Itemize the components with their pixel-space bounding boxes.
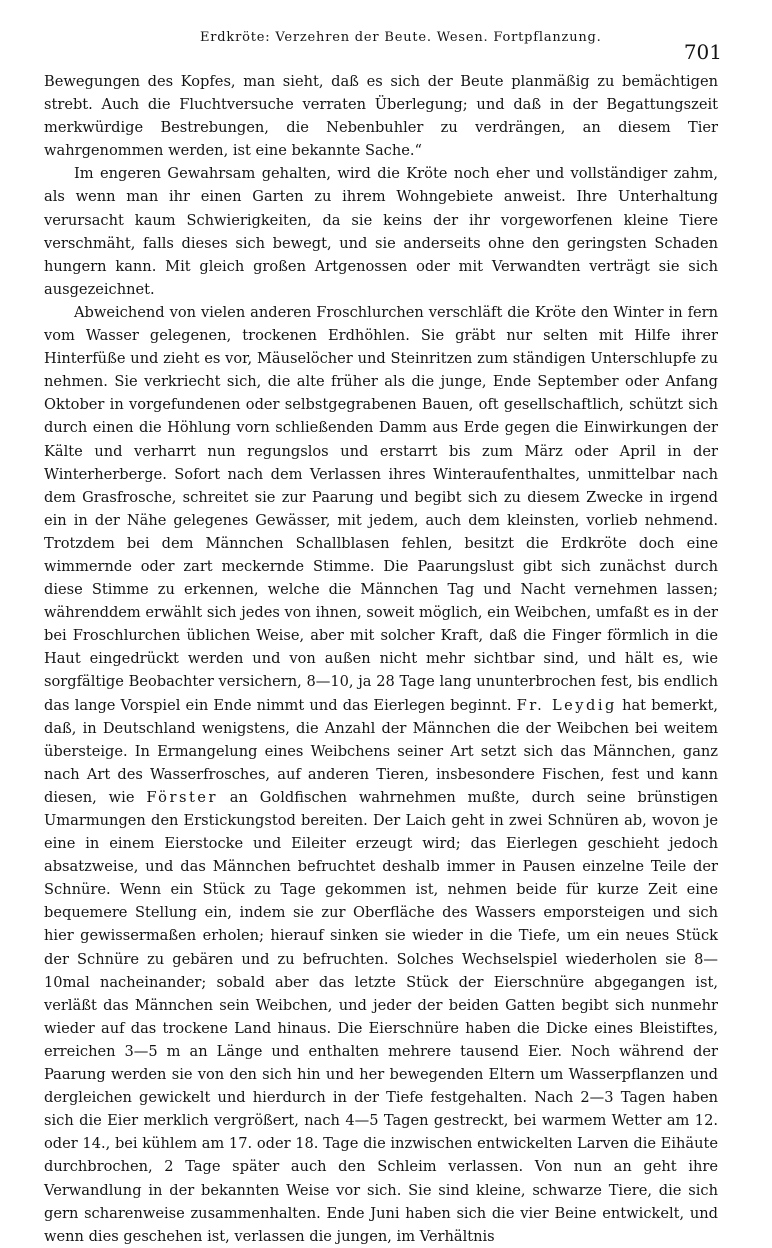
author-name-leydig: Fr. Leydig <box>516 696 617 714</box>
paragraph-3-text-b: hat bemerkt, daß, in Deutschland wenigstens, die Anzahl der Männchen die der Weibchen bei weitem übersteige. In Ermangelung eines Weibchens seiner Art setzt sich das Männchen, ganz nach Art des Wasserfrosches, auf anderen Tieren, insbesondere Fischen, fest und kann diesen, wie <box>44 696 718 806</box>
running-title: Erdkröte: Verzehren der Beute. Wesen. Fortpflanzung. <box>200 30 602 45</box>
paragraph-3-text-a: Abweichend von vielen anderen Froschlurchen verschläft die Kröte den Winter in fern vom Wasser gelegenen, trockenen Erdhöhlen. Sie gräbt nur selten mit Hilfe ihrer Hinterfüße und zieht es vor, Mäuselöcher und Steinritzen zum ständigen Unterschlupfe zu nehmen. Sie verkriecht sich, die alte früher als die junge, Ende September oder Anfang Oktober in vorgefundenen oder selbstgegrabenen Bauen, oft gesellschaftlich, schützt sich durch einen die Höhlung vorn schließenden Damm aus Erde gegen die Einwirkungen der Kälte und verharrt nun regungslos und erstarrt bis zum März oder April in der Winterherberge. Sofort nach dem Verlassen ihres Winteraufenthaltes, unmittelbar nach dem Grasfrosche, schreitet sie zur Paarung und begibt sich zu diesem Zwecke in irgend ein in der Nähe gelegenes Gewässer, mit jedem, auch dem kleinsten, vorlieb nehmend. Trotzdem bei dem Männchen Schallblasen fehlen, besitzt die Erdkröte doch eine wimmernde oder zart meckernde Stimme. Die Paarungslust gibt sich zunächst durch diese Stimme zu erkennen, welche die Männchen Tag und Nacht vernehmen lassen; währenddem erwählt sich jedes von ihnen, soweit möglich, ein Weibchen, umfaßt es in der bei Froschlurchen üblichen Weise, aber mit solcher Kraft, daß die Finger förmlich in die Haut eingedrückt werden und von außen nicht mehr sichtbar sind, und hält es, wie sorgfältige Beobachter versichern, 8—10, ja 28 Tage lang ununterbrochen fest, bis endlich das lange Vorspiel ein Ende nimmt und das Eierlegen beginnt. <box>44 303 718 714</box>
page-number: 701 <box>683 40 722 64</box>
paragraph-2: Im engeren Gewahrsam gehalten, wird die Kröte noch eher und vollständiger zahm, als wenn man ihr einen Garten zu ihrem Wohngebiete anweist. Ihre Unterhaltung verursacht kaum Schwierigkeiten, da sie keins der ihr vorgeworfenen kleine Tiere verschmäht, falls dieses sich bewegt, und sie anderseits ohne den geringsten Schaden hungern kann. Mit gleich großen Artgenossen oder mit Verwandten verträgt sie sich ausgezeichnet. <box>44 165 718 298</box>
paragraph-1: Bewegungen des Kopfes, man sieht, daß es sich der Beute planmäßig zu bemächtigen strebt. Auch die Fluchtversuche verraten Überlegung; und daß in der Begattungszeit merkwürdige Bestrebungen, die Nebenbuhler zu verdrängen, an diesem Tier wahrgenommen werden, ist eine bekannte Sache.“ <box>44 73 718 160</box>
body-text <box>44 70 718 1248</box>
author-name-foerster: Förster <box>146 788 218 806</box>
paragraph-3 <box>44 301 718 1248</box>
paragraph-3-text-c: an Goldfischen wahrnehmen mußte, durch seine brünstigen Umarmungen den Erstickungstod bereiten. Der Laich geht in zwei Schnüren ab, wovon je eine in einem Eierstocke und Eileiter erzeugt wird; das Eierlegen geschieht jedoch absatzweise, und das Männchen befruchtet deshalb immer in Pausen einzelne Teile der Schnüre. Wenn ein Stück zu Tage gekommen ist, nehmen beide für kurze Zeit eine bequemere Stellung ein, indem sie zur Oberfläche des Wassers emporsteigen und sich hier gewissermaßen erholen; hierauf sinken sie wieder in die Tiefe, um ein neues Stück der Schnüre zu gebären und zu befruchten. Solches Wechselspiel wiederholen sie 8—10mal nacheinander; sobald aber das letzte Stück der Eierschnüre abgegangen ist, verläßt das Männchen sein Weibchen, und jeder der beiden Gatten begibt sich nunmehr wieder auf das trockene Land hinaus. Die Eierschnüre haben die Dicke eines Bleistiftes, erreichen 3—5 m an Länge und enthalten mehrere tausend Eier. Noch während der Paarung werden sie von den sich hin und her bewegenden Eltern um Wasserpflanzen und dergleichen gewickelt und hierdurch in der Tiefe festgehalten. Nach 2—3 Tagen haben sich die Eier merklich vergrößert, nach 4—5 Tagen gestreckt, bei warmem Wetter am 12. oder 14., bei kühlem am 17. oder 18. Tage die inzwischen entwickelten Larven die Eihäute durchbrochen, 2 Tage später auch den Schleim verlassen. Von nun an geht ihre Verwandlung in der bekannten Weise vor sich. Sie sind kleine, schwarze Tiere, die sich gern scharenweise zusammenhalten. Ende Juni haben sich die vier Beine entwickelt, und wenn dies geschehen ist, verlassen die jungen, im Verhältnis <box>44 788 719 1245</box>
